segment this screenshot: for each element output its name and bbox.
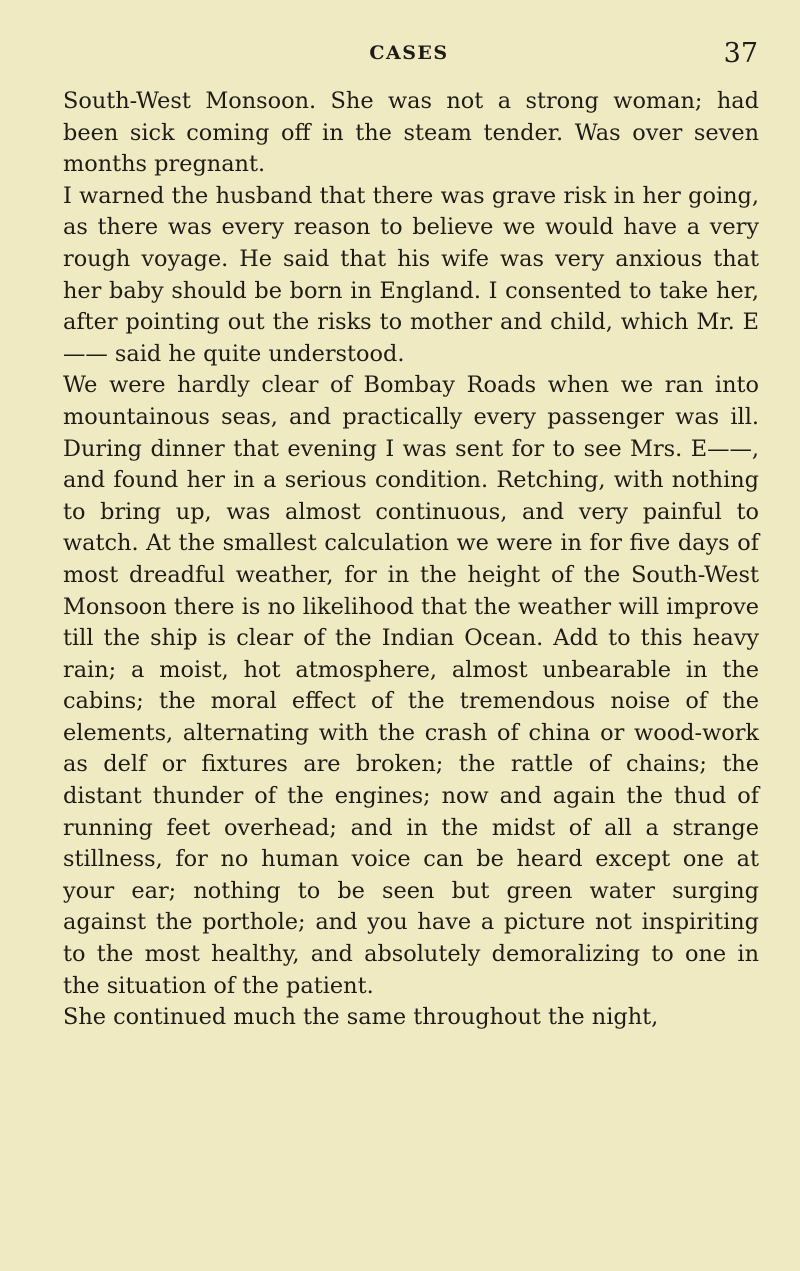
page-number: 37 xyxy=(723,38,758,69)
running-title: CASES xyxy=(369,42,449,64)
paragraph-1: South-West Monsoon. She was not a strong woman; had been sick coming off in the steam tender. Was over seven months pregnant. xyxy=(63,88,759,178)
paragraph-2: I warned the husband that there was grave risk in her going, as there was every reason to believe we would have a very rough voyage. He said that his wife was very anxious that her baby should be born in England. I consented to take her, after pointing out the risks to mother and child, which Mr. E—— said he quite understood. xyxy=(63,182,759,367)
paragraph-4: She continued much the same throughout the night, xyxy=(63,1004,659,1031)
running-head xyxy=(60,40,758,70)
body-text xyxy=(63,86,759,1034)
paragraph-3: We were hardly clear of Bombay Roads when we ran into mountainous seas, and practically every passenger was ill. During dinner that evening I was sent for to see Mrs. E——, and found her in a serious condition. Retching, with nothing to bring up, was almost continuous, and very painful to watch. At the smallest calculation we were in for five days of most dreadful weather, for in the height of the South-West Monsoon there is no likelihood that the weather will improve till the ship is clear of the Indian Ocean. Add to this heavy rain; a moist, hot atmosphere, almost unbearable in the cabins; the moral effect of the tremendous noise of the elements, alternating with the crash of china or wood-work as delf or fixtures are broken; the rattle of chains; the distant thunder of the engines; now and again the thud of running feet overhead; and in the midst of all a strange stillness, for no human voice can be heard except one at your ear; nothing to be seen but green water surging against the porthole; and you have a picture not inspiriting to the most healthy, and absolutely demoralizing to one in the situation of the patient. xyxy=(63,372,759,999)
